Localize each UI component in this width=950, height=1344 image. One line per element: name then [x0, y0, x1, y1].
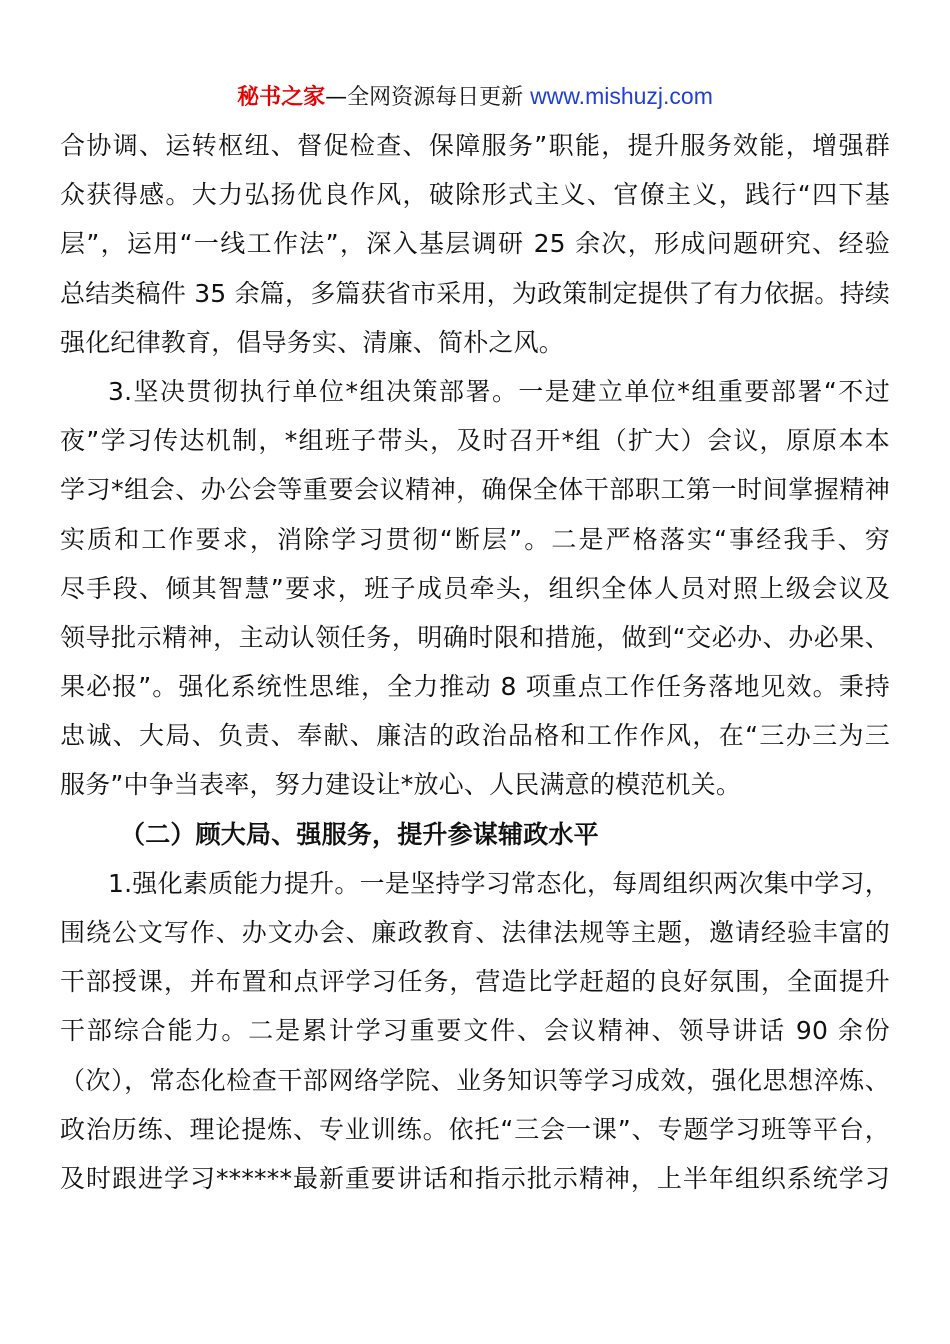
paragraph-first-line: 3.坚决贯彻执行单位*组决策部署。一是建立单位*组重要部署“不过	[108, 376, 890, 406]
paragraph-first-line: 1.强化素质能力提升。一是坚持学习常态化，每周组织两次集中学习，	[108, 868, 890, 898]
body-line: 领导批示精神，主动认领任务，明确时限和措施，做到“交必办、办必果、	[60, 622, 890, 652]
body-line: 干部授课，并布置和点评学习任务，营造比学赶超的良好氛围，全面提升	[60, 967, 890, 997]
body-line: 学习*组会、办公会等重要会议精神，确保全体干部职工第一时间掌握精神	[60, 475, 890, 505]
body-line: 夜”学习传达机制，*组班子带头，及时召开*组（扩大）会议，原原本本	[60, 426, 890, 456]
body-line: 总结类稿件 35 余篇，多篇获省市采用，为政策制定提供了有力依据。持续	[60, 278, 890, 308]
body-line: 实质和工作要求，消除学习贯彻“断层”。二是严格落实“事经我手、穷	[60, 524, 890, 554]
body-line: 及时跟进学习******最新重要讲话和指示批示精神，上半年组织系统学习	[60, 1163, 890, 1193]
body-line: 层”，运用“一线工作法”，深入基层调研 25 余次，形成问题研究、经验	[60, 229, 891, 259]
body-line: 众获得感。大力弘扬优良作风，破除形式主义、官僚主义，践行“四下基	[60, 180, 890, 210]
body-line: 服务”中争当表率，努力建设让*放心、人民满意的模范机关。	[60, 770, 742, 800]
document-body	[60, 126, 890, 1208]
body-line: 果必报”。强化系统性思维，全力推动 8 项重点工作任务落地见效。秉持	[60, 672, 890, 702]
body-line: 政治历练、理论提炼、专业训练。依托“三会一课”、专题学习班等平台，	[60, 1114, 890, 1144]
body-line: 忠诚、大局、负责、奉献、廉洁的政治品格和工作作风，在“三办三为三	[60, 721, 890, 751]
body-line: 合协调、运转枢纽、督促检查、保障服务”职能，提升服务效能，增强群	[60, 131, 890, 160]
site-header	[0, 80, 950, 114]
site-url-link[interactable]: www.mishuzj.com	[530, 83, 713, 109]
section-heading: （二）顾大局、强服务，提升参谋辅政水平	[120, 819, 599, 849]
site-tagline: —全网资源每日更新	[325, 85, 531, 110]
body-line: （次），常态化检查干部网络学院、业务知识等学习成效，强化思想淬炼、	[60, 1065, 890, 1095]
body-line: 尽手段、倾其智慧”要求，班子成员牵头，组织全体人员对照上级会议及	[60, 573, 890, 603]
body-line: 围绕公文写作、办文办会、廉政教育、法律法规等主题，邀请经验丰富的	[60, 918, 890, 947]
body-line: 强化纪律教育，倡导务实、清廉、简朴之风。	[60, 327, 565, 357]
site-brand: 秘书之家	[237, 85, 326, 110]
body-line: 干部综合能力。二是累计学习重要文件、会议精神、领导讲话 90 余份	[60, 1016, 890, 1046]
